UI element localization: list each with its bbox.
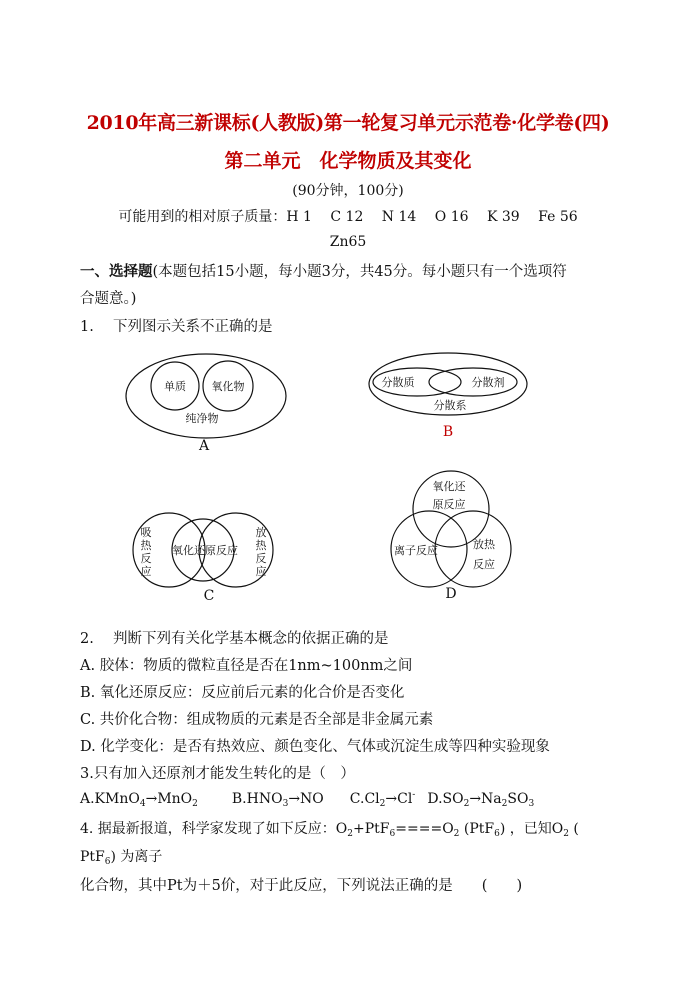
diagram-b-left-label: 分散质 [381,376,415,389]
diagram-c-caption: C [203,588,215,604]
diagram-a-caption: A [198,438,210,452]
diagram-a-outer-ellipse [126,354,286,438]
diagram-d-right-1: 放热 [473,538,495,551]
diagram-c-left-4: 应 [140,565,152,578]
q3-stem: 3.只有加入还原剂才能发生转化的是（ ） [80,766,355,782]
atomic-mass-line: 可能用到的相对原子质量：H 1 C 12 N 14 O 16 K 39 Fe 56 [118,209,578,225]
q2-option-b: B. 氧化还原反应：反应前后元素的化合价是否变化 [80,685,405,701]
time-score: (90分钟，100分) [292,183,404,199]
q3-option-a: A.KMnO$_4$→MnO$_2$ [80,791,198,809]
atomic-mass-zn: Zn65 [329,234,367,250]
exam-title: 2010年高三新课标(人教版)第一轮复习单元示范卷·化学卷(四) [86,112,610,134]
diagram-c-left-3: 反 [140,552,152,565]
diagram-c-center-label: 氧化还原反应 [172,544,238,557]
section-heading-line [80,260,567,281]
section-heading: 一、选择题 [80,263,153,280]
diagram-d [385,470,520,605]
diagram-b-right-label: 分散剂 [471,376,505,389]
q3-options [80,791,534,807]
diagram-c-right-2: 热 [255,539,267,552]
diagram-c-right-3: 反 [255,552,267,565]
unit-subtitle: 第二单元 化学物质及其变化 [224,150,472,172]
q2-option-d: D. 化学变化：是否有热效应、颜色变化、气体或沉淀生成等四种实验现象 [80,739,550,755]
diagram-d-right-2: 反应 [473,558,495,571]
diagram-b [362,352,542,442]
diagram-c-left-1: 吸 [140,526,152,539]
diagram-b-caption: B [442,424,454,440]
diagram-c [125,512,285,604]
q3-option-c: $C.Cl_2\to Cl^-$ [349,790,416,809]
diagram-d-top-2: 原反应 [432,498,466,511]
diagram-c-right-1: 放 [255,526,267,539]
diagram-b-outer-label: 分散系 [433,399,467,412]
section-intro-cont: 合题意。) [80,291,137,307]
q2-option-c: C. 共价化合物：组成物质的元素是否全部是非金属元素 [80,712,434,728]
q1-stem: 1. 下列图示关系不正确的是 [80,319,273,335]
diagram-d-top-1: 氧化还 [432,480,466,493]
q4-line3: 化合物，其中Pt为＋5价，对于此反应，下列说法正确的是 ( ) [80,878,523,894]
diagram-d-caption: D [445,586,457,602]
q2-stem: 2. 判断下列有关化学基本概念的依据正确的是 [80,631,389,647]
q3-option-b: $B.HNO_3\to NO$ [231,791,324,809]
diagram-a-outer-label: 纯净物 [185,412,219,425]
diagram-c-left-2: 热 [140,539,152,552]
q2-option-a: A. 胶体：物质的微粒直径是否在1nm~100nm之间 [80,658,413,674]
diagram-a [120,352,300,452]
q3-option-d: $D.SO_2\to Na_2SO_3$ [427,791,535,809]
section-intro: (本题包括15小题，每小题3分，共45分。每小题只有一个选项符 [152,264,567,280]
diagram-a-inner-right: 氧化物 [211,380,245,393]
q4-line1: 4. 据最新报道，科学家发现了如下反应：$O_2+PtF_6====O_2$ (PtF$_6$) ，已知$O_2$ ( [80,821,579,839]
diagram-c-right-4: 应 [255,565,267,578]
diagram-a-inner-left: 单质 [164,380,186,393]
q4-line2: PtF$_6$) 为离子 [80,849,163,867]
diagram-d-left-label: 离子反应 [394,544,438,557]
